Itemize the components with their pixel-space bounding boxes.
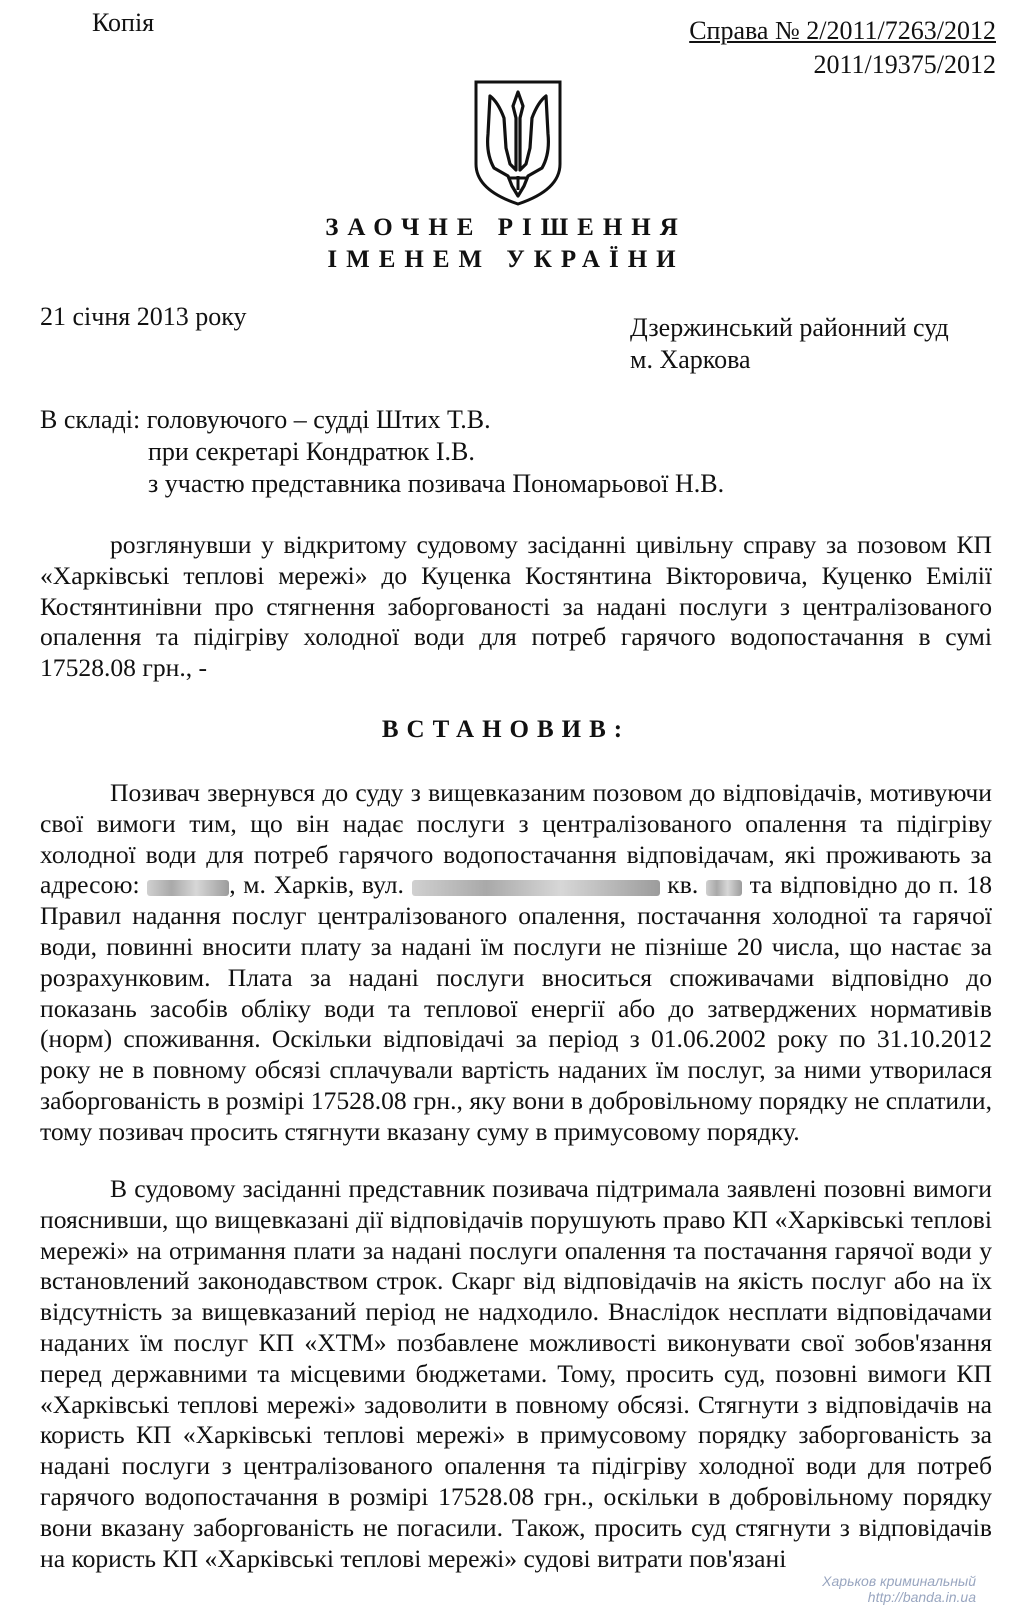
case-number: Справа № 2/2011/7263/2012 <box>689 16 996 45</box>
document-subtitle: ІМЕНЕМ УКРАЇНИ <box>327 246 685 273</box>
paragraph-claim-part4: та відповідно до п. 18 Правил надання послуг централізованого опалення, постачання холодної та гарячої води, повинні вносити плату за надані їм послуги не пізніше 20 числа, що настає за розрахунковим. Плата за надані послуги вноситься споживачами відповідно до показань засобів обліку води та теплової енергії або до затверджених нормативів (норм) споживання. Оскільки відповідачі за період з 01.06.2002 року по 31.10.2012 року не в повному обсязі сплачували вартість наданих їм послуг, за ними утворилася заборгованість в розмірі 17528.08 грн., яку вони в добровільному порядку не сплатили, тому позивач просить стягнути вказану суму в примусовому порядку. <box>40 870 992 1146</box>
court-name <box>630 312 949 376</box>
watermark-url: http://banda.in.ua <box>867 1589 976 1605</box>
redacted-street-name <box>412 880 660 896</box>
court-city: м. Харкова <box>630 345 751 374</box>
paragraph-claim-part1: Позивач звернувся до суду з вищевказаним позовом до відповідачів, мотивуючи свої вимоги тим, що він надає послуги з централізованого опалення та підігріву холодної води для потреб гарячого водопостачання відповідачам, які проживають за адресою: <box>40 778 992 900</box>
paragraph-claim <box>40 778 992 1148</box>
case-number-secondary: 2011/19375/2012 <box>813 50 996 79</box>
copy-label: Копія <box>92 8 155 37</box>
paragraph-claim-part3: кв. <box>667 870 699 900</box>
court-composition <box>40 404 724 500</box>
plaintiff-representative: з участю представника позивача Пономарьової Н.В. <box>148 469 725 498</box>
redacted-apartment-number <box>706 880 742 896</box>
watermark <box>822 1573 976 1605</box>
court-secretary: при секретарі Кондратюк І.В. <box>148 437 475 466</box>
watermark-line1: Харьков криминальный <box>822 1573 976 1589</box>
presiding-judge: В складі: головуючого – судді Штих Т.В. <box>40 405 491 434</box>
trident-coat-of-arms-icon <box>468 78 568 208</box>
document-title: ЗАОЧНЕ РІШЕННЯ <box>325 214 687 241</box>
decision-date: 21 січня 2013 року <box>40 302 247 331</box>
redacted-house-number <box>147 880 229 896</box>
case-number-block <box>689 14 996 82</box>
section-heading-established: ВСТАНОВИВ: <box>381 716 631 743</box>
paragraph-hearing: В судовому засіданні представник позивача підтримала заявлені позовні вимоги пояснивши, що вищевказані дії відповідачів порушують право КП «Харківські теплові мережі» на отримання плати за надані послуги опалення та постачання гарячої води у встановлений законодавством строк. Скарг від відповідачів на якість послуг або на їх відсутність за вищевказаний період не надходило. Внаслідок несплати відповідачами наданих їм послуг КП «ХТМ» позбавлене можливості виконувати свої зобов'язання перед державними та місцевими бюджетами. Тому, просить суд, позовні вимоги КП «Харківські теплові мережі» задоволити в повному обсязі. Стягнути з відповідачів на користь КП «Харківські теплові мережі» в примусовому порядку заборгованість за надані послуги з централізованого опалення та підігріву холодної води для потреб гарячого водопостачання в розмірі 17528.08 грн., оскільки в добровільному порядку вони вказану заборгованість не погасили. Також, просить суд стягнути з відповідачів на користь КП «Харківські теплові мережі» судові витрати пов'язані <box>40 1174 992 1573</box>
paragraph-claim-part2: , м. Харків, вул. <box>229 870 404 900</box>
intro-paragraph: розглянувши у відкритому судовому засіданні цивільну справу за позовом КП «Харківські теплові мережі» до Куценка Костянтина Вікторовича, Куценко Емілії Костянтинівни про стягнення заборгованості за надані послуги з централізованого опалення та підігріву холодної води для потреб гарячого водопостачання в сумі 17528.08 грн., - <box>40 530 992 683</box>
court-name-line1: Дзержинський районний суд <box>630 313 949 342</box>
